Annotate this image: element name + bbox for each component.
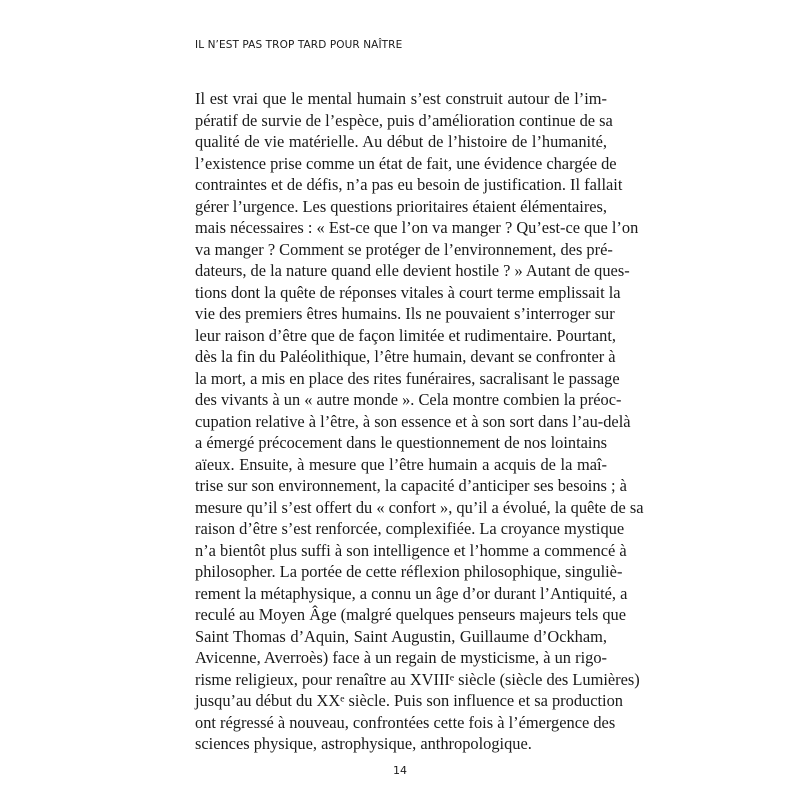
text-line: n’a bientôt plus suffi à son intelligence et l’homme a commencé à [195,540,627,560]
text-line: Il est vrai que le mental humain s’est construit autour de l’im- [195,89,607,108]
text-line: trise sur son environnement, la capacité d’anticiper ses besoins ; à [195,476,627,495]
text-line: contraintes et de défis, n’a pas eu besoin de justification. Il fallait [195,175,623,194]
text-line: mesure qu’il s’est offert du « confort », qu’il a évolué, la quête de sa [195,497,644,517]
text-line: leur raison d’être que de façon limitée et rudimentaire. Pourtant, [195,325,616,345]
body-paragraph [195,88,644,755]
text-line: dateurs, de la nature quand elle devient hostile ? » Autant de ques- [195,261,630,280]
text-line: Saint Thomas d’Aquin, Saint Augustin, Guillaume d’Ockham, [195,626,607,646]
text-line: qualité de vie matérielle. Au début de l’histoire de l’humanité, [195,132,607,151]
text-line: risme religieux, pour renaître au XVIIIᵉ siècle (siècle des Lumières) [195,669,640,689]
text-line: rement la métaphysique, a connu un âge d’or durant l’Antiquité, a [195,583,628,603]
text-line: reculé au Moyen Âge (malgré quelques penseurs majeurs tels que [195,605,627,624]
text-line: philosopher. La portée de cette réflexion philosophique, singuliè- [195,562,623,581]
text-line: cupation relative à l’être, à son essence et à son sort dans l’au-delà [195,411,631,431]
text-line: tions dont la quête de réponses vitales à court terme emplissait la [195,282,621,302]
text-line: dès la fin du Paléolithique, l’être humain, devant se confronter à [195,347,616,366]
text-line: aïeux. Ensuite, à mesure que l’être humain a acquis de la maî- [195,454,607,474]
text-line: des vivants à un « autre monde ». Cela montre combien la préoc- [195,390,622,409]
text-line: a émergé précocement dans le questionnement de nos lointains [195,433,608,452]
text-line: gérer l’urgence. Les questions prioritaires étaient élémentaires, [195,196,608,216]
text-line: pératif de survie de l’espèce, puis d’amélioration continue de sa [195,110,613,130]
text-line: va manger ? Comment se protéger de l’environnement, des pré- [195,239,613,259]
text-line: vie des premiers êtres humains. Ils ne pouvaient s’interroger sur [195,304,615,323]
page-number: 14 [393,764,407,777]
text-line: l’existence prise comme un état de fait, une évidence chargée de [195,153,617,173]
text-line: Avicenne, Averroès) face à un regain de mysticisme, à un rigo- [195,648,607,667]
text-line: raison d’être s’est renforcée, complexifiée. La croyance mystique [195,519,625,538]
text-line: ont régressé à nouveau, confrontées cette fois à l’émergence des [195,712,616,732]
text-line: la mort, a mis en place des rites funéraires, sacralisant le passage [195,368,620,388]
text-line: jusqu’au début du XXᵉ siècle. Puis son influence et sa production [195,691,623,710]
text-line: mais nécessaires : « Est-ce que l’on va manger ? Qu’est-ce que l’on [195,218,639,237]
running-head: IL N’EST PAS TROP TARD POUR NAÎTRE [195,39,403,51]
text-line: sciences physique, astrophysique, anthropologique. [195,734,532,753]
